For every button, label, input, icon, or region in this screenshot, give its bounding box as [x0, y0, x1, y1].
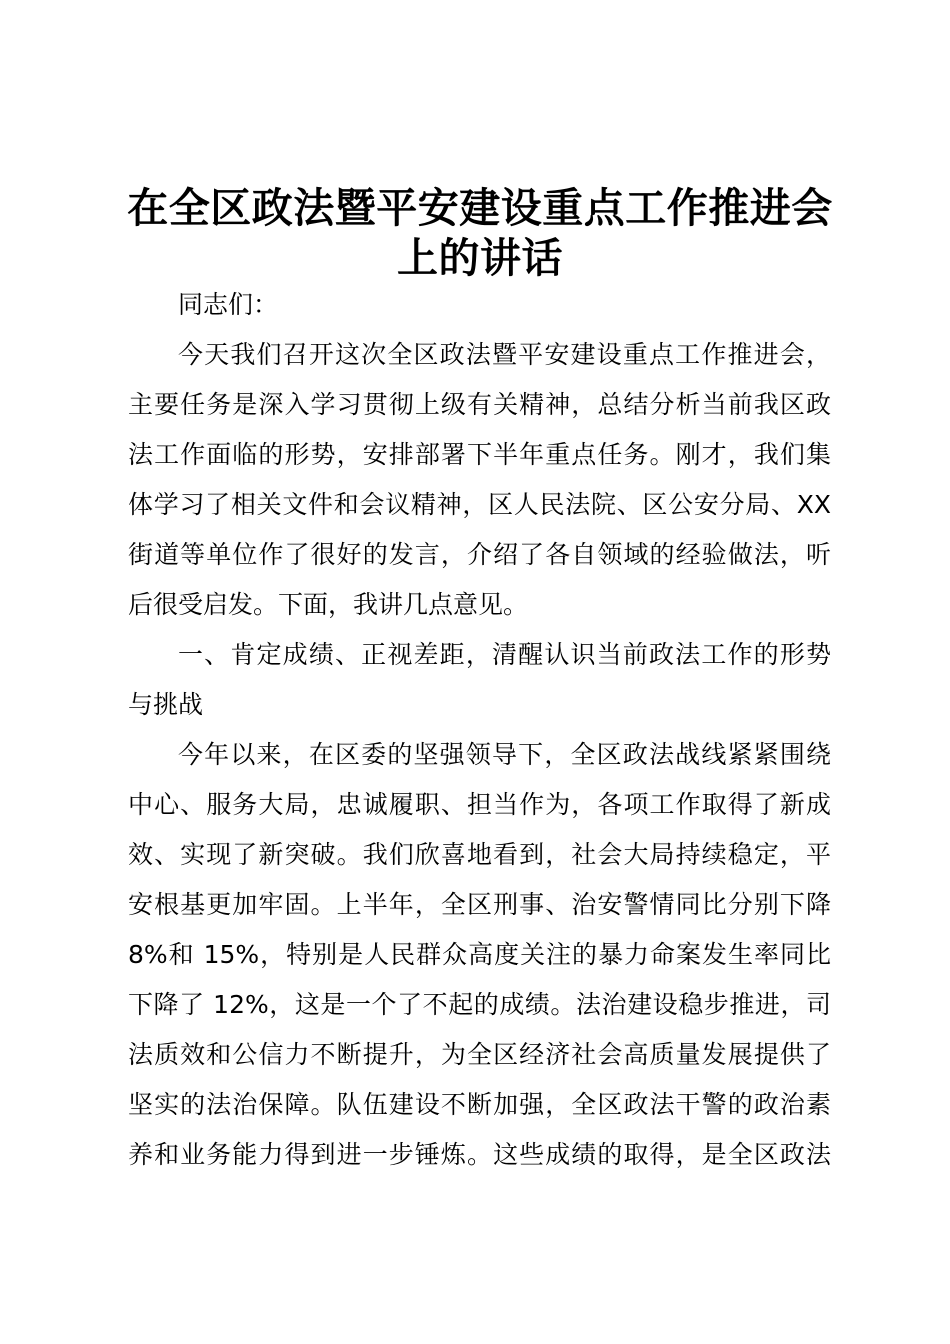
- document-title-line-2: 上的讲话: [397, 234, 563, 282]
- paragraph-line: 法质效和公信力不断提升，为全区经济社会高质量发展提供了: [128, 1040, 831, 1069]
- paragraph-line: 效、实现了新突破。我们欣喜地看到，社会大局持续稳定，平: [128, 840, 831, 869]
- paragraph-line: 主要任务是深入学习贯彻上级有关精神，总结分析当前我区政: [128, 390, 831, 419]
- paragraph-line: 中心、服务大局，忠诚履职、担当作为，各项工作取得了新成: [128, 790, 831, 819]
- paragraph-line: 街道等单位作了很好的发言，介绍了各自领域的经验做法，听: [128, 540, 831, 569]
- paragraph-line: 法工作面临的形势，安排部署下半年重点任务。刚才，我们集: [128, 440, 831, 469]
- paragraph-line: 安根基更加牢固。上半年，全区刑事、治安警情同比分别下降: [128, 890, 831, 919]
- section-heading-line: 与挑战: [128, 690, 204, 719]
- paragraph-line: 体学习了相关文件和会议精神，区人民法院、区公安分局、XX: [128, 490, 831, 519]
- paragraph-line: 后很受启发。下面，我讲几点意见。: [128, 590, 529, 619]
- salutation: 同志们：: [178, 290, 279, 319]
- paragraph-line: 下降了 12%，这是一个了不起的成绩。法治建设稳步推进，司: [128, 990, 831, 1019]
- paragraph-line: 养和业务能力得到进一步锤炼。这些成绩的取得，是全区政法: [128, 1140, 831, 1169]
- paragraph-line: 今天我们召开这次全区政法暨平安建设重点工作推进会，: [178, 340, 831, 369]
- document-title-line-1: 在全区政法暨平安建设重点工作推进会: [127, 184, 833, 232]
- paragraph-line: 8%和 15%，特别是人民群众高度关注的暴力命案发生率同比: [128, 940, 831, 969]
- section-heading-line: 一、肯定成绩、正视差距，清醒认识当前政法工作的形势: [178, 640, 831, 669]
- paragraph-line: 今年以来，在区委的坚强领导下，全区政法战线紧紧围绕: [178, 740, 831, 769]
- paragraph-line: 坚实的法治保障。队伍建设不断加强，全区政法干警的政治素: [128, 1090, 831, 1119]
